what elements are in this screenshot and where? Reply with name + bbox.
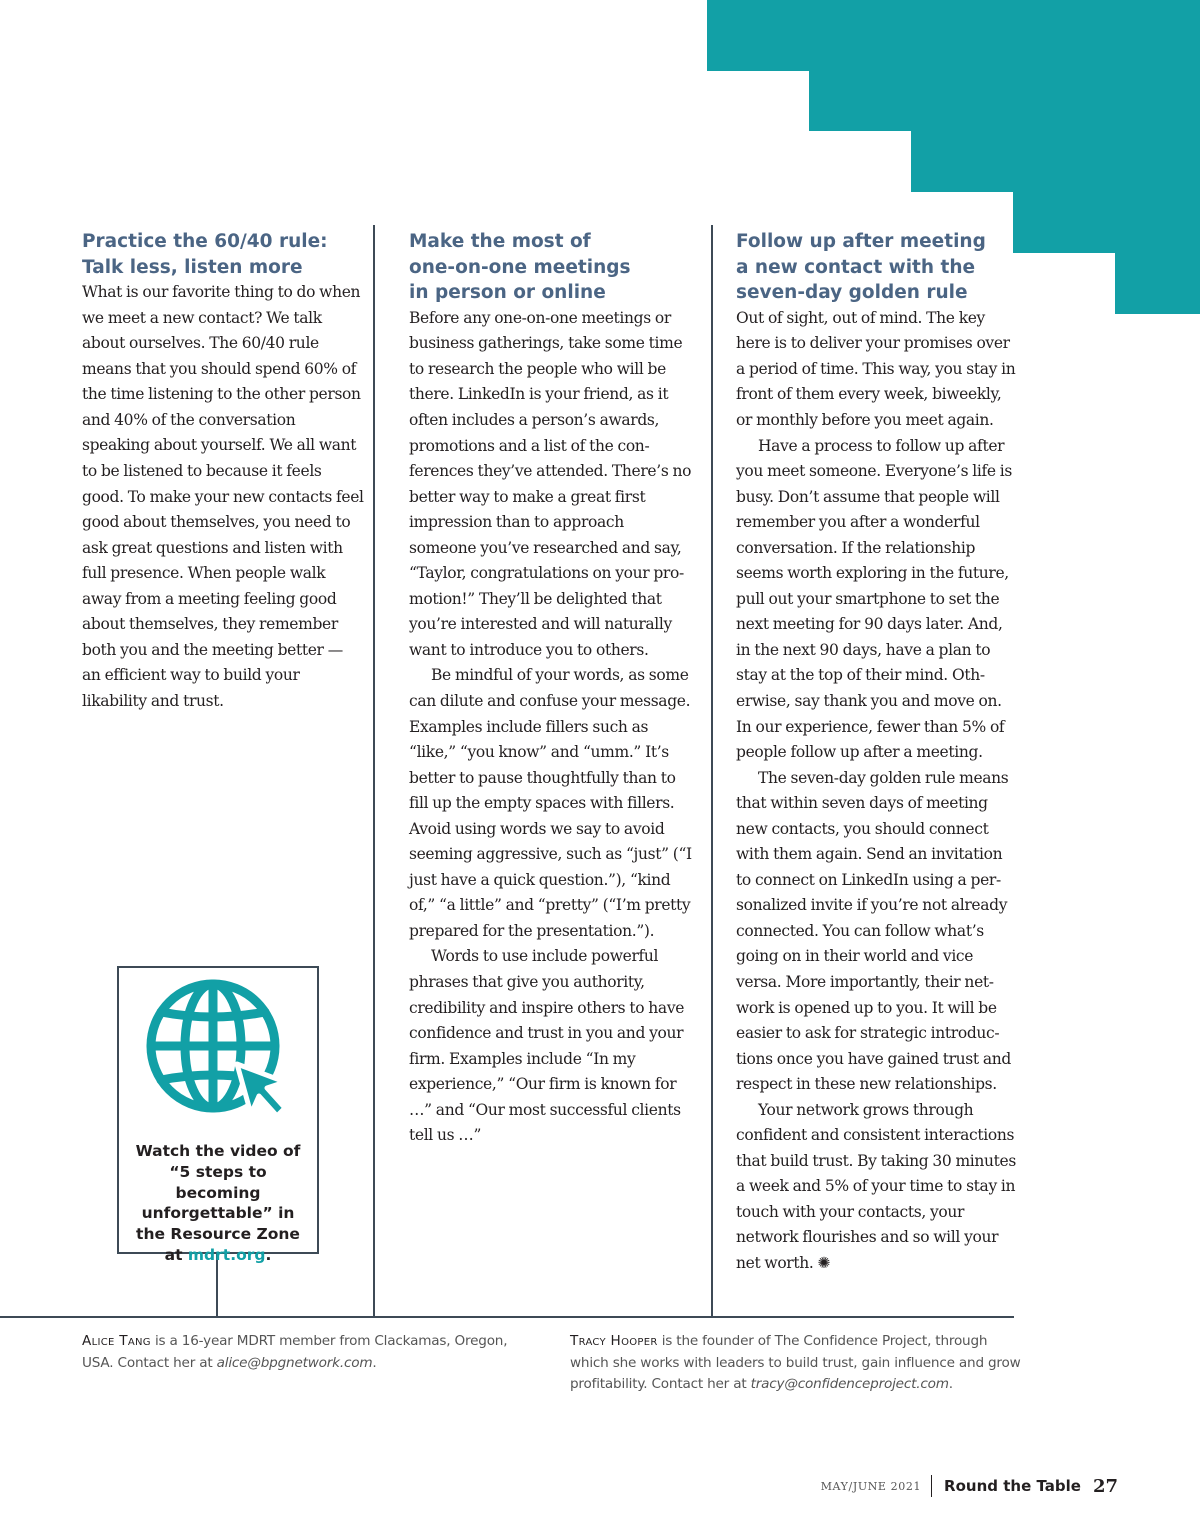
- body-paragraph: Be mindful of your words, as some can dilute and confuse your message. Examples include fillers such as “like,” “you know” and “umm.” It’s better to pause thoughtfully than to fill up the empty spaces with fillers. Avoid using words we say to avoid seeming aggressive, such as “just” (“I just have a quick question.”), “kind of,” “a little” and “pretty” (“I’m pretty prepared for the presentation.”).: [409, 666, 692, 940]
- mdrt-link[interactable]: mdrt.org: [187, 1245, 266, 1264]
- heading-line: a new contact with the: [736, 256, 976, 278]
- resource-callout-box: [117, 966, 319, 1264]
- body-paragraph: Before any one-on-one meetings or business gatherings, take some time to research the people who will be there. LinkedIn is your friend, as it often includes a person’s awards, promotions and a list of the conferences they’ve attended. There’s no better way to make a great first impression than to approach someone you’ve researched and say, “Taylor, congratulations on your promotion!” They’ll be delighted that you’re interested and will naturally want to introduce you to others.: [409, 308, 692, 659]
- column-divider: [373, 225, 375, 1318]
- section-heading: [409, 229, 695, 306]
- magazine-title: Round the Table: [944, 1477, 1081, 1495]
- heading-line: seven-day golden rule: [736, 282, 968, 304]
- heading-line: Practice the 60/40 rule:: [82, 231, 328, 252]
- article-column: [736, 229, 1018, 1277]
- decorative-teal-block: [1115, 253, 1200, 314]
- bio-end: .: [372, 1354, 377, 1371]
- body-paragraph: Words to use include powerful phrases that give you authority, credibility and inspire others to have confidence and trust in you and your firm. Examples include “In my experience,” “Our firm is known for …” and “Our most successful clients tell us …”: [409, 947, 685, 1145]
- author-name: Tracy Hooper: [570, 1333, 658, 1349]
- body-paragraph: Have a process to follow up after you meet someone. Everyone’s life is busy. Don’t assume that people will remember you after a wonderful conversation. If the relationship seems worth exploring in the future, pull out your smartphone to set the next meeting for 90 days later. And, in the next 90 days, have a plan to stay at the top of their mind. Otherwise, say thank you and move on. In our experience, fewer than 5% of people follow up after a meeting.: [736, 436, 1012, 762]
- body-paragraph: Your network grows through confident and consistent interactions that build trust. By taking 30 minutes a week and 5% of your time to stay in touch with your contacts, your network flourishes and so will your net worth. ✺: [736, 1100, 1016, 1273]
- author-name: Alice Tang: [82, 1333, 151, 1349]
- issue-date: MAY/JUNE 2021: [820, 1479, 922, 1493]
- heading-line: in person or online: [409, 282, 606, 304]
- body-paragraph: What is our favorite thing to do when we meet a new contact? We talk about ourselves. The 60/40 rule means that you should spend 60% of the time listening to the other person and 40% of the conversation speaking about yourself. We all want to be listened to because it feels good. To make your new contacts feel good about themselves, you need to ask great questions and listen with full presence. When people walk away from a meeting feeling good about themselves, they remember both you and the meeting better — an efficient way to build your likability and trust.: [82, 283, 364, 710]
- author-email[interactable]: tracy@confidenceproject.com: [750, 1376, 949, 1393]
- section-heading: [736, 229, 1018, 306]
- body-paragraph: Out of sight, out of mind. The key here is to deliver your promises over a period of time. This way, you stay in front of them every week, biweekly, or monthly before you meet again.: [736, 308, 1016, 429]
- article-column: [409, 229, 695, 1149]
- page-number: 27: [1092, 1475, 1118, 1497]
- callout-message: Watch the video of “5 steps to becoming unforgettable” in the Resource Zone at: [135, 1142, 301, 1264]
- globe-cursor-icon: [145, 978, 293, 1128]
- author-bio: [570, 1331, 1030, 1396]
- callout-period: .: [265, 1245, 272, 1264]
- heading-line: one-on-one meetings: [409, 256, 631, 278]
- footer-divider: [931, 1475, 932, 1497]
- heading-line: Make the most of: [409, 231, 591, 252]
- callout-text: [125, 1141, 311, 1266]
- decorative-teal-block: [1013, 192, 1200, 253]
- decorative-teal-block: [809, 71, 1200, 131]
- bottom-rule: [0, 1316, 1014, 1318]
- bio-end: .: [948, 1376, 953, 1393]
- bio-text: is the founder of The Confidence Project, through which she works with leaders to build trust, gain influence and grow profitability. Contact her at: [570, 1333, 1021, 1393]
- heading-line: Follow up after meeting: [736, 231, 986, 252]
- page-footer: [821, 1474, 1118, 1498]
- article-column: [82, 229, 364, 714]
- decorative-teal-block: [707, 0, 1200, 71]
- body-paragraph: The seven-day golden rule means that within seven days of meeting new contacts, you should connect with them again. Send an invitation to connect on LinkedIn using a personalized invite if you’re not already connected. You can follow what’s going on in their world and vice versa. More importantly, their network is opened up to you. It will be easier to ask for strategic introductions once you have gained trust and respect in these new relationships.: [736, 768, 1011, 1094]
- decorative-teal-block: [911, 131, 1200, 192]
- column-divider: [711, 225, 713, 1318]
- section-heading: [82, 229, 364, 280]
- author-email[interactable]: alice@bpgnetwork.com: [216, 1354, 373, 1371]
- heading-line: Talk less, listen more: [82, 256, 303, 278]
- author-bio: [82, 1331, 540, 1374]
- bio-text: is a 16-year MDRT member from Clackamas, Oregon, USA. Contact her at: [82, 1333, 508, 1371]
